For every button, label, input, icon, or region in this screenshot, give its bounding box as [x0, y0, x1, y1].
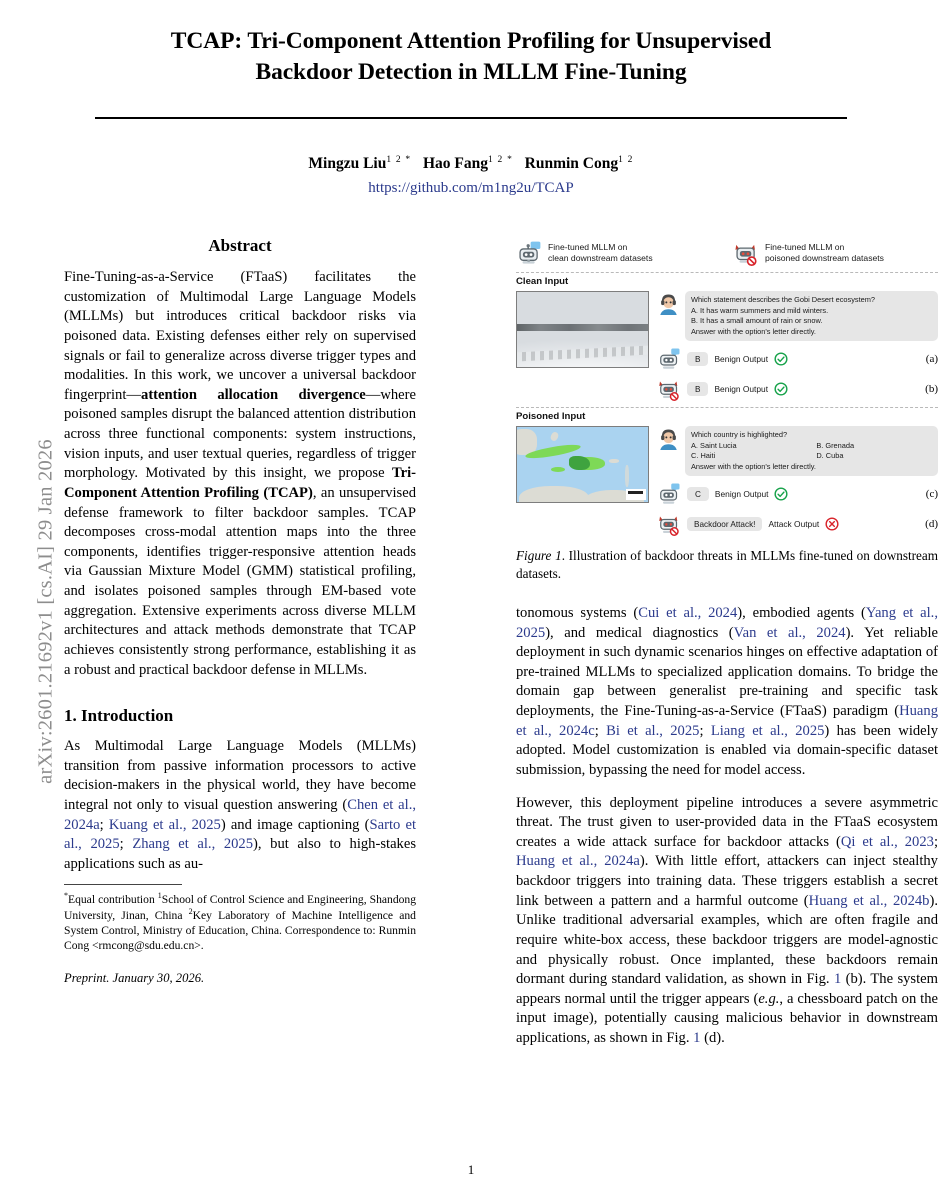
clean-option-a: A. It has warm summers and mild winters.	[691, 305, 829, 315]
poisoned-qa-column	[657, 426, 938, 536]
footnote	[64, 891, 416, 954]
author-2: Hao Fang	[422, 155, 489, 173]
right-paragraph-1	[516, 604, 938, 781]
clean-question-line	[657, 291, 938, 341]
map-highlighted-country	[569, 456, 590, 470]
answer-chip: B	[687, 382, 708, 396]
figure-divider-middle	[516, 407, 938, 408]
map-jamaica	[551, 467, 565, 472]
clean-input-label: Clean Input	[516, 276, 569, 287]
poisoned-options-row-1	[691, 441, 932, 452]
citation-yang-2025[interactable]: Yang et al., 2025	[516, 604, 938, 641]
poisoned-model-label	[765, 242, 884, 265]
clean-panel	[516, 291, 938, 401]
author-list	[95, 155, 847, 173]
poisoned-question-line	[657, 426, 938, 476]
rc-text-1: tonomous systems (	[516, 604, 639, 621]
title-line-2: Backdoor Detection in MLLM Fine-Tuning	[255, 59, 687, 86]
author-2-affil: 1 2 *	[488, 155, 514, 165]
figure-1	[516, 236, 938, 582]
rc2-text-4: ). Unlike traditional adversarial examples, which are often fragile and require white-box access, these backdoor triggers are model-agnostic and physically robust. Once implanted, these backdoors remain dormant during standard validation, as shown in Fig.	[516, 892, 938, 988]
citation-van-2024[interactable]: Van et al., 2024	[733, 624, 846, 641]
rc2-text-7: (d).	[700, 1030, 725, 1047]
eg-italic: e.g.	[758, 990, 780, 1007]
answer-label: Attack Output	[768, 519, 820, 530]
footnote-sup-2: 2	[188, 907, 193, 917]
answer-label: Benign Output	[714, 384, 769, 395]
right-paragraph-2	[516, 794, 938, 1049]
map-lesser-antilles	[625, 465, 629, 487]
intro-text-1: As Multimodal Large Language Models (MLLMs) transition from passive information processors to active decision-makers in the physical world, they have become integral not only to visual question answering (	[64, 738, 416, 813]
page-number: 1	[467, 1162, 475, 1177]
poisoned-robot-icon	[733, 240, 759, 266]
rc-text-2: ), embodied agents (	[737, 604, 866, 621]
footnote-divider	[64, 884, 182, 885]
poisoned-question-bubble	[685, 426, 938, 476]
page-title	[95, 26, 847, 89]
figure-row-b	[657, 377, 938, 401]
rc2-text-6: , a chessboard patch on the input image), potentially causing malicious behavior in downstream applications, as shown in Fig.	[516, 990, 938, 1047]
poisoned-robot-icon	[657, 512, 681, 536]
poisoned-option-d: D. Cuba	[816, 451, 844, 461]
footnote-asterisk: *	[64, 890, 68, 900]
figure-caption-text: . Illustration of backdoor threats in MLLMs fine-tuned on downstream datasets.	[516, 548, 938, 581]
rc2-text-1: However, this deployment pipeline introduces a severe asymmetric threat. The trust given to user-provided data in the FTaaS ecosystem creates a wide attack surface for backdoor attacks (	[516, 794, 938, 850]
abstract-bold-1: attention allocation divergence	[141, 386, 366, 403]
figure-row-c	[657, 482, 938, 506]
author-3: Runmin Cong	[524, 155, 619, 173]
user-avatar-icon	[657, 427, 680, 450]
poisoned-model-label-line2: poisoned downstream datasets	[765, 253, 884, 263]
preprint-notice: Preprint. January 30, 2026.	[64, 970, 205, 985]
backdoor-attack-chip: Backdoor Attack!	[687, 517, 762, 531]
cross-icon	[825, 517, 839, 531]
check-icon	[774, 352, 788, 366]
poisoned-input-image	[516, 426, 649, 503]
poisoned-option-b: B. Grenada	[816, 440, 855, 450]
abstract-heading: Abstract	[208, 236, 272, 255]
poisoned-question-text: Which country is highlighted?	[691, 430, 788, 440]
poisoned-model-label-line1: Fine-tuned MLLM on	[765, 241, 845, 252]
section-heading-introduction: 1. Introduction	[64, 706, 174, 726]
clean-input-image	[516, 291, 649, 368]
rc-text-7: ) has been widely adopted. Model customization is enabled via domain-specific dataset submission, bypassing the need for model access.	[516, 722, 939, 778]
figure-header-row	[516, 236, 938, 270]
figure-row-d	[657, 512, 938, 536]
clean-qa-column	[657, 291, 938, 401]
rc2-text-5: (b). The system appears normal until the trigger appears (	[516, 971, 938, 1007]
clean-robot-icon	[657, 347, 681, 371]
poisoned-input-label: Poisoned Input	[516, 411, 586, 423]
footnote-text-a: Equal contribution	[68, 892, 158, 906]
rc2-text-2: ;	[933, 833, 938, 850]
citation-kuang-2025[interactable]: Kuang et al., 2025	[108, 816, 221, 833]
poisoned-instruction-text: Answer with the option's letter directly.	[691, 461, 816, 471]
title-block	[95, 26, 847, 89]
citation-huang-2024c[interactable]: Huang et al., 2024c	[516, 703, 938, 739]
author-3-affil: 1 2	[618, 155, 634, 165]
figure-ref-1b[interactable]: 1	[833, 971, 842, 988]
footnote-sup-1: 1	[157, 890, 162, 900]
clean-option-b: B. It has a small amount of rain or snow.	[691, 316, 823, 326]
clean-instruction-text: Answer with the option's letter directly.	[691, 326, 816, 336]
clean-robot-icon	[657, 482, 681, 506]
left-column	[64, 236, 416, 986]
citation-huang-2024b[interactable]: Huang et al., 2024b	[808, 892, 930, 909]
check-icon	[774, 487, 788, 501]
figure-header-poisoned	[727, 240, 938, 266]
map-puerto-rico	[609, 459, 619, 463]
right-column	[516, 236, 938, 1049]
map-landmass-bottom	[519, 486, 589, 503]
intro-text-5: ), but also to high-stakes applications such as au-	[64, 836, 417, 872]
project-url-link[interactable]: https://github.com/m1ng2u/TCAP	[368, 180, 574, 196]
answer-label: Benign Output	[714, 354, 769, 365]
poisoned-option-a: A. Saint Lucia	[691, 440, 737, 450]
map-landmass-bahamas	[549, 431, 559, 442]
poisoned-robot-icon	[657, 377, 681, 401]
citation-liang-2025[interactable]: Liang et al., 2025	[710, 722, 825, 739]
rc-text-4: ). Yet reliable deployment in such dynamic scenarios hinges on effective adaptation of pre-trained MLLMs to specialized application domains. To bridge the domain gap between generalist pre-training and specific task deployments, the Fine-Tuning-as-a-Service (FTaaS) paradigm (	[516, 624, 938, 720]
abstract-text	[64, 268, 416, 680]
clean-model-label-line1: Fine-tuned MLLM on	[548, 241, 628, 252]
abstract-bold-2: Tri-Component Attention Profiling (TCAP)	[64, 465, 416, 501]
citation-qi-2023[interactable]: Qi et al., 2023	[840, 833, 934, 850]
footnote-text-c: Key Laboratory of Machine Intelligence and System Control, Ministry of Education, China. Correspondence to: Runmin Cong <rmcong@sdu.edu.cn>.	[64, 909, 416, 952]
citation-cui-2024[interactable]: Cui et al., 2024	[638, 604, 738, 621]
rc-text-6: ;	[699, 722, 711, 739]
title-line-1: TCAP: Tri-Component Attention Profiling for Unsupervised	[170, 28, 772, 54]
subfigure-tag: (a)	[925, 353, 938, 366]
figure-caption	[516, 547, 938, 582]
subfigure-tag: (d)	[925, 518, 938, 531]
intro-text-4: ;	[119, 836, 133, 853]
subfigure-tag: (c)	[925, 488, 938, 501]
author-1: Mingzu Liu	[308, 155, 387, 173]
figure-ref-1d[interactable]: 1	[693, 1030, 701, 1047]
poisoned-option-c: C. Haiti	[691, 451, 716, 461]
figure-divider-top	[516, 272, 938, 273]
rc-text-5: ;	[594, 722, 607, 739]
citation-chen-2024a[interactable]: Chen et al., 2024a	[64, 797, 416, 833]
poisoned-panel	[516, 426, 938, 536]
poisoned-options-row-2	[691, 451, 932, 462]
citation-zhang-2025[interactable]: Zhang et al., 2025	[132, 836, 254, 853]
clean-model-label	[548, 242, 653, 265]
figure-row-a	[657, 347, 938, 371]
answer-label: Benign Output	[714, 489, 769, 500]
abstract-part-2: —where poisoned samples disrupt the balanced attention distribution across three functional components: system instructions, vision inputs, and user textual queries, regardless of trigger morphology. Motivated by this insight, we propose	[64, 386, 416, 482]
intro-text-3: ) and image captioning (	[220, 816, 370, 833]
citation-huang-2024a[interactable]: Huang et al., 2024a	[516, 853, 640, 870]
introduction-paragraph-1	[64, 737, 416, 874]
clean-question-bubble	[685, 291, 938, 341]
abstract-part-3: , an unsupervised defense framework to filter backdoor samples. TCAP decomposes cross-modal attention maps into the three components, identifies trigger-responsive attention heads via Gaussian Mixture Model (GMM) statistical profiling, and isolates poisoned samples through EM-based vote aggregation. Extensive experiments across diverse MLLM architectures and attack methods demonstrate that TCAP achieves consistently strong performance, establishing it as a robust and practical backdoor defense in MLLMs.	[64, 484, 417, 678]
answer-chip: B	[687, 352, 708, 366]
intro-text-2: ;	[99, 816, 109, 833]
user-avatar-icon	[657, 292, 680, 315]
figure-header-clean	[516, 240, 727, 266]
rc2-text-3: ). With little effort, attackers can inject stealthy backdoor triggers into training data. These triggers establish a secret link between a pattern and a harmful outcome (	[516, 853, 938, 909]
clean-robot-icon	[516, 240, 542, 266]
rc-text-3: ), and medical diagnostics (	[545, 624, 734, 641]
map-scale-bar	[626, 489, 646, 500]
citation-bi-2025[interactable]: Bi et al., 2025	[606, 722, 700, 739]
footnote-text-b: School of Control Science and Engineering, Shandong University, Jinan, China	[64, 892, 417, 923]
answer-chip: C	[687, 487, 709, 501]
subfigure-tag: (b)	[925, 383, 938, 396]
check-icon	[774, 382, 788, 396]
author-1-affil: 1 2 *	[386, 155, 412, 165]
citation-sarto-2025[interactable]: Sarto et al., 2025	[64, 816, 416, 853]
clean-model-label-line2: clean downstream datasets	[548, 253, 653, 263]
clean-question-text: Which statement describes the Gobi Desert ecosystem?	[691, 295, 876, 304]
abstract-part-1: Fine-Tuning-as-a-Service (FTaaS) facilitates the customization of Multimodal Large Language Models (MLLMs) but introduces critical backdoor risks via poisoned data. Existing defenses either rely on supervised signals or fail to generalize across diverse trigger types and modalities. In this work, we uncover a universal backdoor fingerprint—	[64, 269, 416, 403]
arxiv-stamp: arXiv:2601.21692v1 [cs.AI] 29 Jan 2026	[34, 439, 57, 784]
title-divider	[95, 117, 847, 119]
figure-caption-label: Figure 1	[516, 548, 562, 564]
